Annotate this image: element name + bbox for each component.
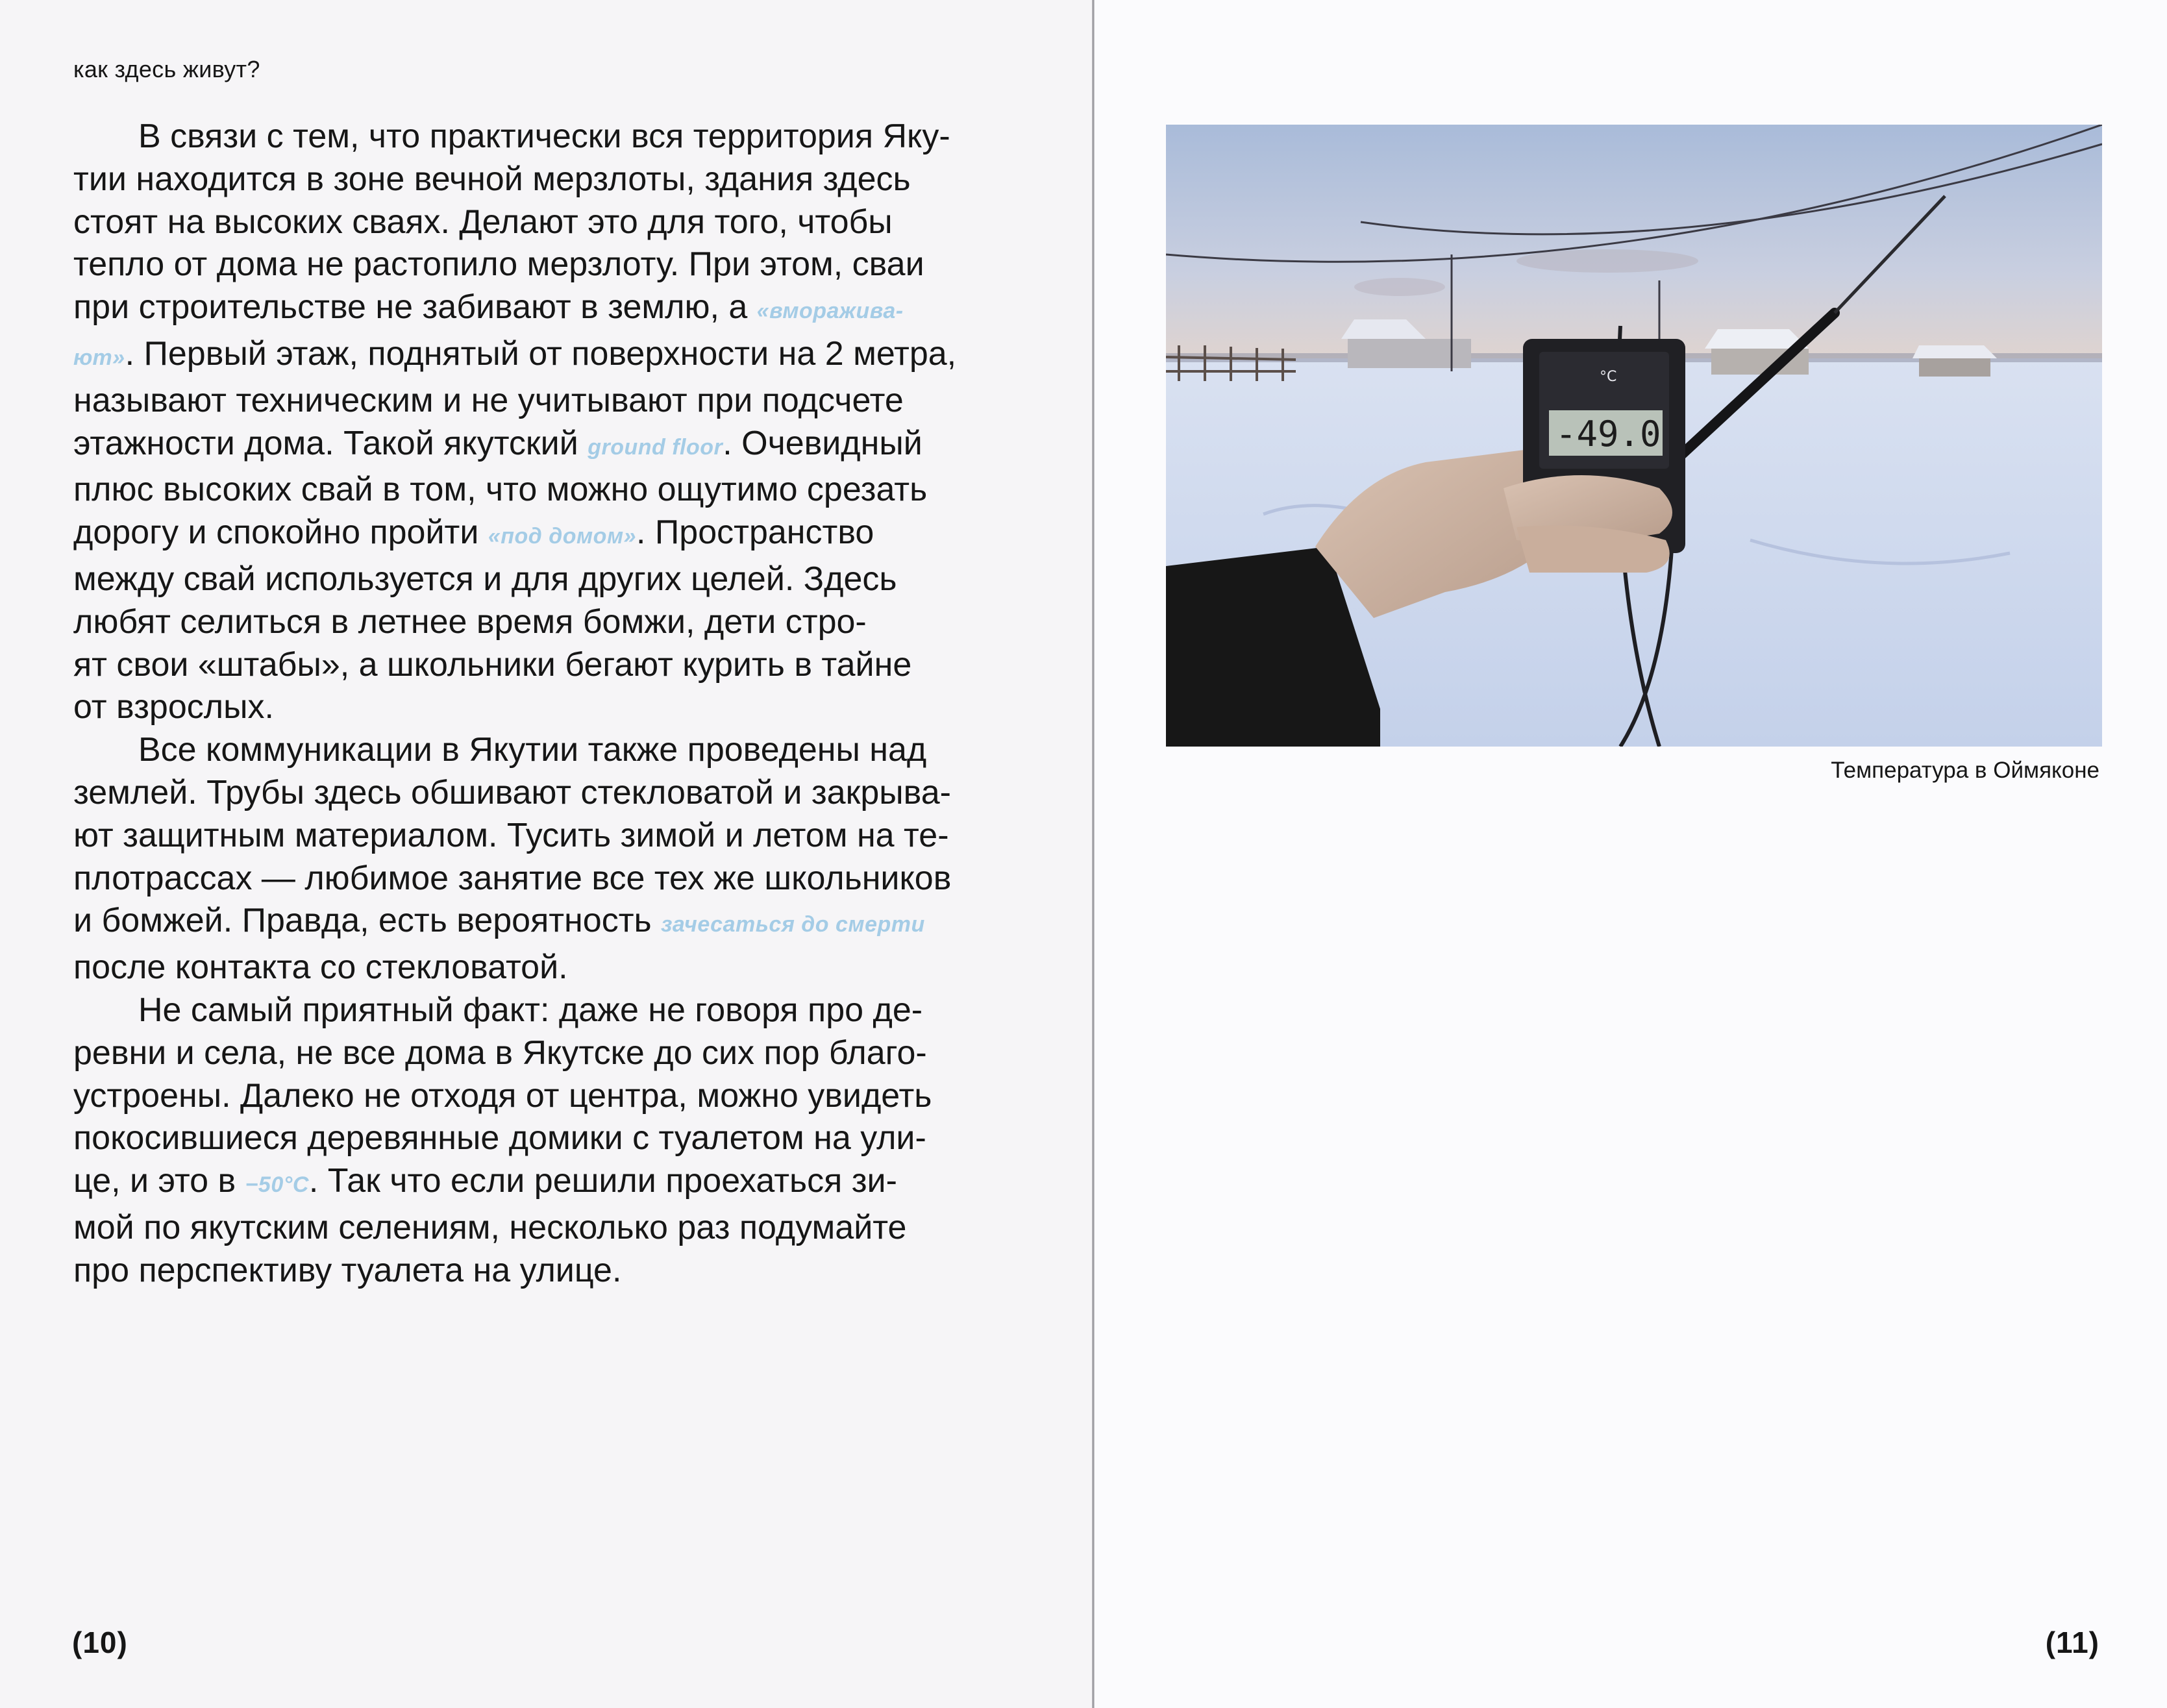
text-segment: между свай используется и для других целей. Здесь <box>73 560 897 598</box>
page-number-right: (11) <box>2045 1626 2099 1659</box>
text-line <box>73 1075 1028 1118</box>
text-segment: землей. Трубы здесь обшивают стекловатой и закрыва- <box>73 773 951 811</box>
text-segment: . Пространство <box>636 514 874 552</box>
text-line <box>73 286 1028 333</box>
thermometer-unit: °C <box>1600 369 1617 385</box>
text-segment: про перспективу туалета на улице. <box>73 1251 622 1289</box>
text-segment: называют техническим и не учитывают при подсчете <box>73 381 904 419</box>
text-line <box>73 1207 1028 1250</box>
text-segment: любят селиться в летнее время бомжи, дети стро- <box>73 602 867 641</box>
text-line <box>73 729 1028 772</box>
text-line <box>73 858 1028 900</box>
text-line <box>73 1117 1028 1160</box>
text-line <box>73 686 1028 729</box>
text-line <box>73 989 1028 1032</box>
text-segment: ят свои «штабы», а школьники бегают курить в тайне <box>73 645 912 684</box>
photo-thermometer <box>1166 125 2102 747</box>
text-line <box>73 1160 1028 1207</box>
text-segment: этажности дома. Такой якутский <box>73 424 588 462</box>
text-segment: це, и это в <box>73 1162 245 1200</box>
text-line <box>73 201 1028 244</box>
text-segment: . Очевидный <box>723 424 923 462</box>
body-text <box>73 116 1028 1293</box>
photo-illustration <box>1166 125 2102 747</box>
text-line <box>73 601 1028 644</box>
page-number-left: (10) <box>72 1626 128 1659</box>
text-segment: В связи с тем, что практически вся территория Яку- <box>138 118 950 155</box>
text-line <box>73 558 1028 601</box>
text-line <box>73 469 1028 512</box>
highlighted-phrase: ground floor <box>588 434 723 460</box>
highlighted-phrase: −50°С <box>245 1172 309 1198</box>
text-segment: устроены. Далеко не отходя от центра, можно увидеть <box>73 1076 932 1115</box>
text-segment: тии находится в зоне вечной мерзлоты, здания здесь <box>73 160 911 198</box>
text-segment: тепло от дома не растопило мерзлоту. При этом, сваи <box>73 245 924 284</box>
text-line <box>73 947 1028 989</box>
text-line <box>73 1250 1028 1293</box>
highlighted-phrase: «вморажива- <box>756 299 904 324</box>
text-segment: после контакта со стекловатой. <box>73 948 568 987</box>
highlighted-phrase: «под домом» <box>488 524 637 549</box>
text-segment: Все коммуникации в Якутии также проведены над <box>138 731 927 769</box>
highlighted-phrase: ют» <box>73 345 125 370</box>
text-line <box>73 333 1028 380</box>
text-line <box>73 772 1028 815</box>
text-segment: плюс высоких свай в том, что можно ощутимо срезать <box>73 471 928 509</box>
text-segment: Не самый приятный факт: даже не говоря про де- <box>138 991 923 1029</box>
text-segment: . Первый этаж, поднятый от поверхности на 2 метра, <box>125 334 957 373</box>
text-segment: дорогу и спокойно пройти <box>73 514 488 552</box>
text-segment: ревни и села, не все дома в Якутске до сих пор благо- <box>73 1033 927 1072</box>
text-segment: покосившиеся деревянные домики с туалетом на ули- <box>73 1119 926 1157</box>
text-line <box>73 243 1028 286</box>
text-line <box>73 815 1028 858</box>
text-line <box>73 116 1028 158</box>
highlighted-phrase: зачесаться до смерти <box>661 912 925 937</box>
text-segment: при строительстве не забивают в землю, а <box>73 288 757 327</box>
thermometer-reading: -49.0 <box>1555 414 1661 454</box>
text-segment: . Так что если решили проехаться зи- <box>308 1162 897 1200</box>
running-head: как здесь живут? <box>73 56 260 82</box>
text-segment: ют защитным материалом. Тусить зимой и летом на те- <box>73 816 949 854</box>
text-segment: и бомжей. Правда, есть вероятность <box>73 902 662 940</box>
text-line <box>73 1032 1028 1075</box>
text-segment: стоят на высоких сваях. Делают это для того, чтобы <box>73 203 893 241</box>
text-segment: плотрассах — любимое занятие все тех же школьников <box>73 859 952 897</box>
photo-caption: Температура в Оймяконе <box>1831 758 2099 783</box>
text-line <box>73 423 1028 469</box>
text-line <box>73 900 1028 947</box>
text-segment: от взрослых. <box>73 688 274 726</box>
text-segment: мой по якутским селениям, несколько раз подумайте <box>73 1208 907 1246</box>
text-line <box>73 158 1028 201</box>
text-line <box>73 380 1028 423</box>
text-line <box>73 512 1028 558</box>
text-line <box>73 644 1028 687</box>
